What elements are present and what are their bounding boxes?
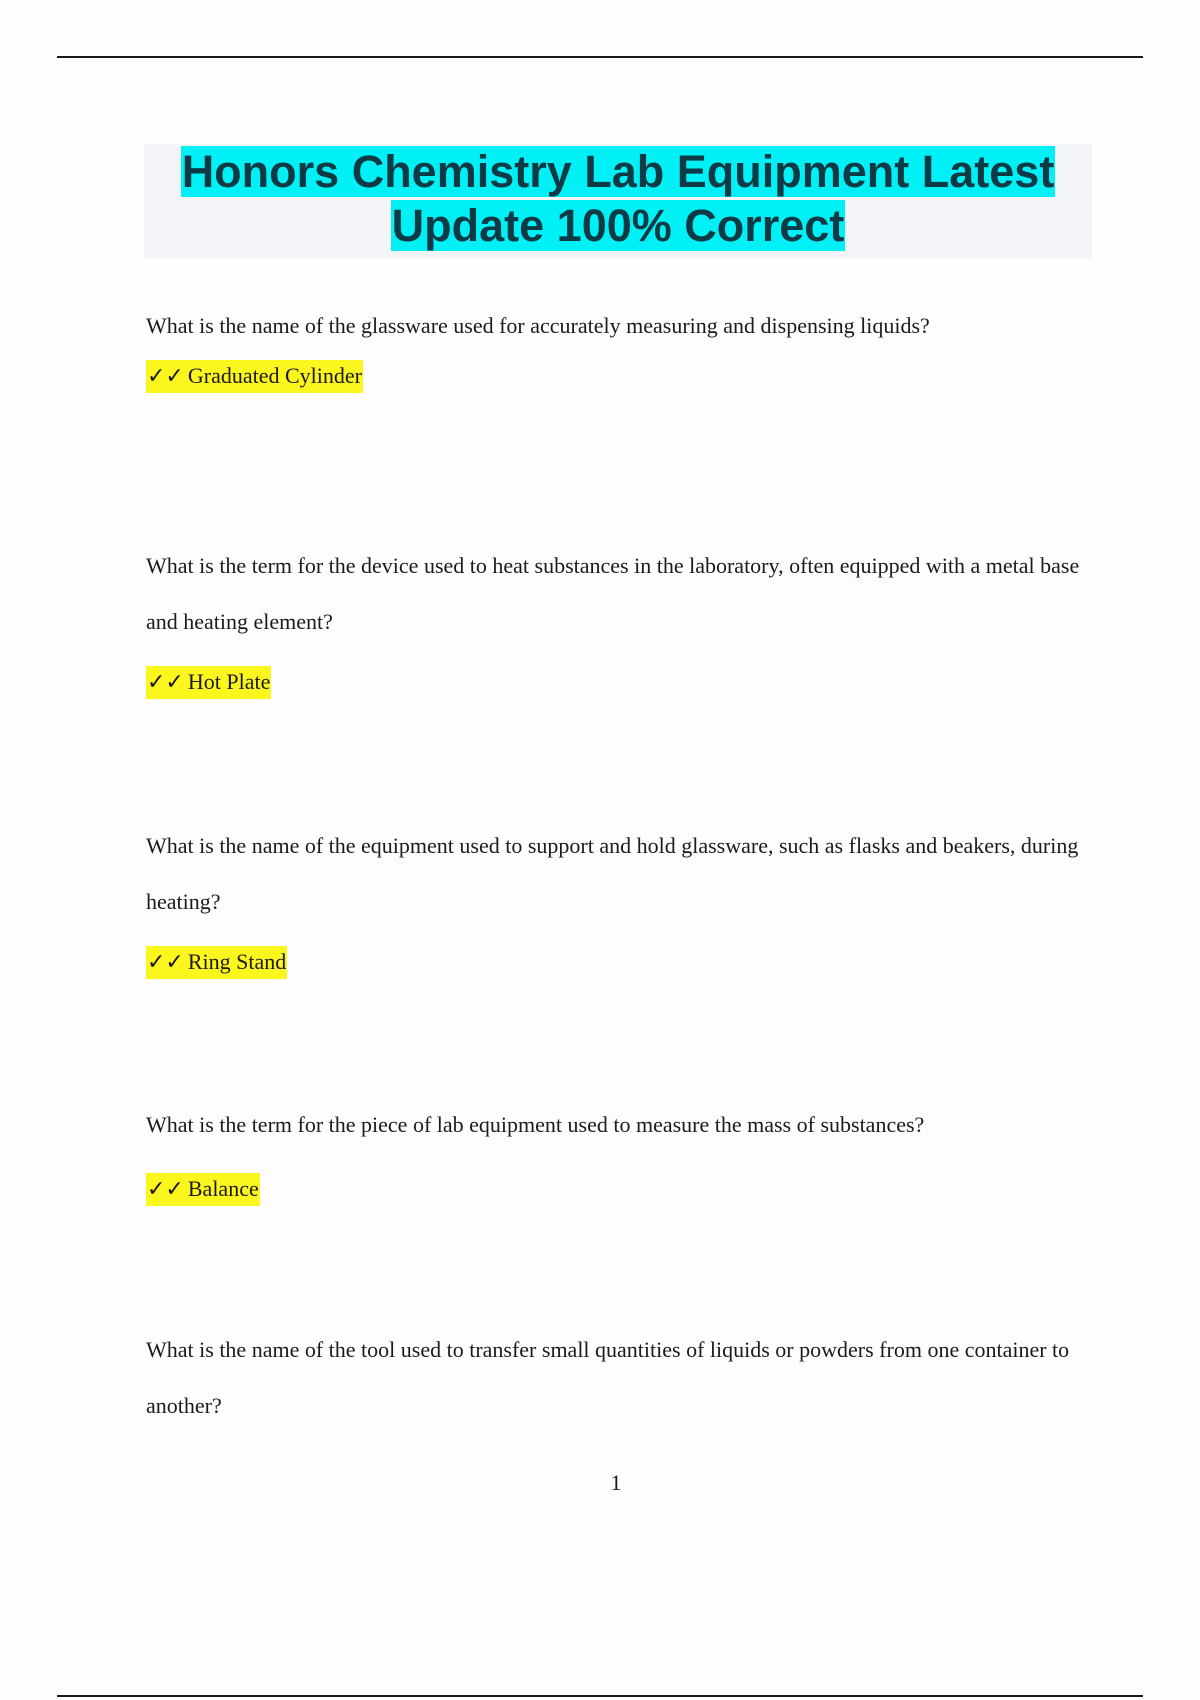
answer-highlight <box>146 666 271 699</box>
check-icon: ✓✓ <box>147 1177 184 1202</box>
title-line-2 <box>144 199 1092 253</box>
title-line-1 <box>144 145 1092 199</box>
answer-text: Graduated Cylinder <box>187 363 362 388</box>
qa-item <box>146 1097 1086 1206</box>
title-text-2: Update 100% Correct <box>391 200 845 251</box>
qa-item <box>146 818 1086 979</box>
answer-highlight <box>146 1173 260 1206</box>
top-rule <box>57 56 1143 58</box>
qa-item <box>146 314 1086 393</box>
qa-item <box>146 538 1086 699</box>
question-text: What is the term for the device used to heat substances in the laboratory, often equipped with a metal base and heating element? <box>146 553 1080 634</box>
title-block <box>144 144 1092 258</box>
answer-text: Ring Stand <box>187 949 287 974</box>
question-text: What is the term for the piece of lab equipment used to measure the mass of substances? <box>146 1112 925 1137</box>
question-text: What is the name of the tool used to transfer small quantities of liquids or powders from one container to another? <box>146 1337 1070 1418</box>
question-text: What is the name of the glassware used for accurately measuring and dispensing liquids? <box>146 313 930 338</box>
answer-highlight <box>146 946 287 979</box>
qa-item <box>146 1322 1086 1434</box>
answer-text: Balance <box>187 1176 259 1201</box>
check-icon: ✓✓ <box>147 950 184 975</box>
page-number: 1 <box>610 1470 622 1495</box>
bottom-rule <box>57 1695 1143 1697</box>
answer-text: Hot Plate <box>187 669 271 694</box>
title-text-1: Honors Chemistry Lab Equipment Latest <box>181 146 1055 197</box>
answer-highlight <box>146 360 363 393</box>
check-icon: ✓✓ <box>147 364 184 389</box>
question-text: What is the name of the equipment used to support and hold glassware, such as flasks and beakers, during heating? <box>146 833 1079 914</box>
check-icon: ✓✓ <box>147 670 184 695</box>
